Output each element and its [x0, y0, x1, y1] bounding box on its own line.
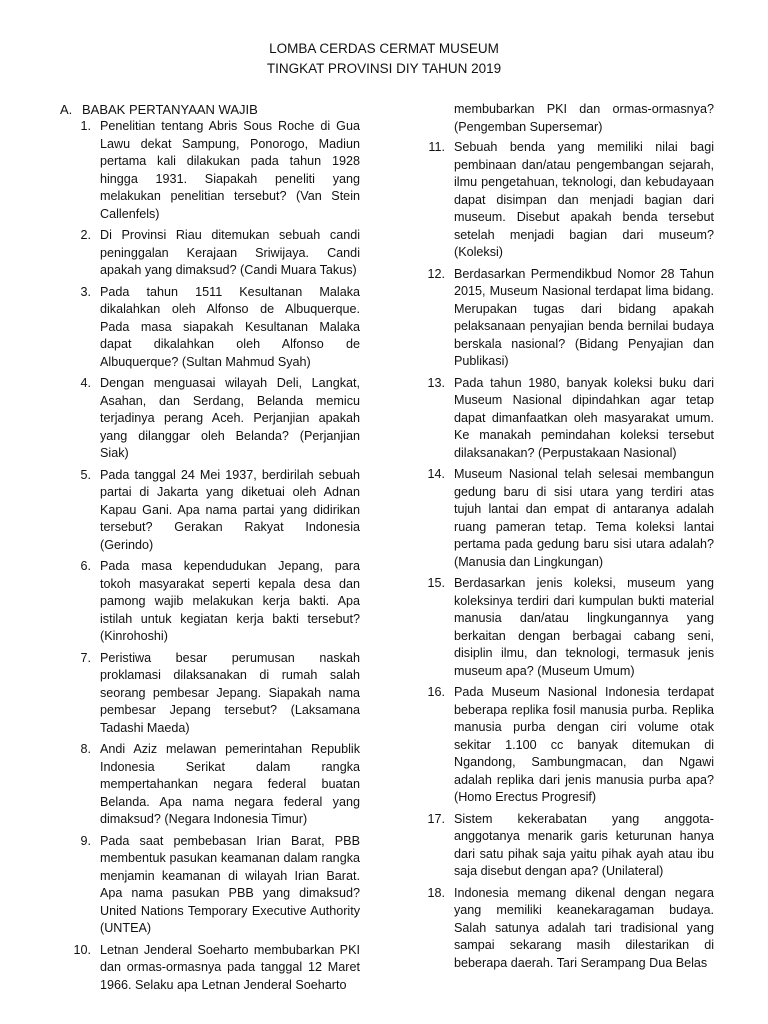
question-text: Dengan menguasai wilayah Deli, Langkat, Asahan, dan Serdang, Belanda memicu terjadinya perang Aceh. Perjanjian apakah yang dilanggar oleh Belanda? (Perjanjian Siak) — [100, 376, 360, 460]
question-text: Pada saat pembebasan Irian Barat, PBB membentuk pasukan keamanan dalam rangka menjamin keamanan di wilayah Irian Barat. Apa nama pasukan PBB yang dimaksud? United Nations Temporary Executive Authority (UNTEA) — [100, 833, 360, 935]
question-text: Di Provinsi Riau ditemukan sebuah candi peninggalan Kerajaan Sriwijaya. Candi apakah yang dimaksud? (Candi Muara Takus) — [100, 228, 360, 277]
question-text: Berdasarkan Permendikbud Nomor 28 Tahun 2015, Museum Nasional terdapat lima bidang. Merupakan tugas dari bidang apakah pelaksanaan penyajian benda bernilai budaya berskala nasional? (Bidang Penyajian dan Publikasi) — [454, 266, 714, 368]
question-item — [60, 375, 360, 463]
question-number: 16. — [427, 685, 445, 699]
question-text: Pada tanggal 24 Mei 1937, berdirilah sebuah partai di Jakarta yang diketuai oleh Adnan Kapau Gani. Apa nama partai yang didirikan tersebut? Gerakan Rakyat Indonesia (Gerindo) — [100, 467, 360, 552]
question-item — [60, 650, 360, 738]
question-number: 6. — [80, 559, 91, 573]
question-number: 3. — [80, 284, 91, 299]
question-number: 5. — [80, 467, 91, 482]
question-number: 8. — [80, 742, 91, 756]
question-text: Letnan Jenderal Soeharto membubarkan PKI dan ormas-ormasnya pada tanggal 12 Maret 1966. Selaku apa Letnan Jenderal Soeharto — [100, 942, 360, 992]
question-item — [414, 466, 714, 571]
question-number: 15. — [427, 576, 445, 590]
question-number: 13. — [427, 375, 445, 390]
question-item — [60, 467, 360, 555]
question-number: 9. — [80, 833, 91, 848]
question-text: Peristiwa besar perumusan naskah proklamasi dilaksanakan di rumah salah seorang pembesar Jepang. Siapakah nama pembesar Jepang tersebut? (Laksamana Tadashi Maeda) — [100, 650, 360, 735]
section-letter: A. — [60, 102, 73, 117]
question-text: Andi Aziz melawan pemerintahan Republik Indonesia Serikat dalam rangka mempertahankan negara federal buatan Belanda. Apa nama negara federal yang dimaksud? (Negara Indonesia Timur) — [100, 742, 360, 826]
question-number: 14. — [427, 467, 445, 481]
question-text: Sebuah benda yang memiliki nilai bagi pembinaan dan/atau pengembangan sejarah, ilmu pengetahuan, teknologi, dan kebudayaan dapat disimpan dan menjadi bagian dari museum. Disebut apakah benda tersebut setelah menjadi bagian dari museum? (Koleksi) — [454, 140, 714, 259]
question-number: 4. — [80, 376, 91, 390]
question-number: 2. — [80, 228, 91, 242]
question-number: 18. — [427, 885, 445, 900]
question-text: Penelitian tentang Abris Sous Roche di Gua Lawu dekat Sampung, Ponorogo, Madiun pertama kali dilakukan pada tahun 1928 hingga 1931. Siapakah peneliti yang melakukan penelitian tersebut? (Van Stein Callenfels) — [100, 119, 360, 221]
question-item — [60, 284, 360, 372]
section-heading — [60, 101, 258, 118]
question-text: Pada tahun 1511 Kesultanan Malaka dikalahkan oleh Alfonso de Albuquerque. Pada masa siapakah Kesultanan Malaka dapat dikalahkan oleh Alfonso de Albuquerque? (Sultan Mahmud Syah) — [100, 284, 360, 369]
question-number: 10. — [73, 942, 91, 957]
question-number: 1. — [80, 119, 91, 133]
question-text: Indonesia memang dikenal dengan negara yang memiliki keanekaragaman budaya. Salah satunya adalah tari tradisional yang sampai sekarang masih dilestarikan di beberapa daerah. Tari Serampang Dua Belas — [454, 885, 714, 970]
question-text: Pada tahun 1980, banyak koleksi buku dari Museum Nasional dipindahkan agar tetap dapat dimanfaatkan oleh masyarakat umum. Ke manakah pemindahan koleksi tersebut dilaksanakan? (Perpustakaan Nasional) — [454, 375, 714, 460]
question-text: Pada Museum Nasional Indonesia terdapat beberapa replika fosil manusia purba. Replika manusia purba dengan ciri volume otak sekitar 1.100 cc banyak ditemukan di Ngandong, Sambungmacan, dan Ngawi adalah replika dari jenis manusia purba apa? (Homo Erectus Progresif) — [454, 685, 714, 804]
document-header — [0, 39, 768, 79]
question-item — [414, 885, 714, 973]
question-item — [414, 811, 714, 881]
question-number: 17. — [427, 811, 445, 826]
question-item — [414, 266, 714, 371]
question-text: Sistem kekerabatan yang anggota-anggotanya menarik garis keturunan hanya dari satu pihak saja yaitu pihak ayah atau ibu saja disebut dengan apa? (Unilateral) — [454, 811, 714, 878]
question-item — [60, 558, 360, 646]
question-item — [414, 375, 714, 463]
question-number: 7. — [80, 650, 91, 665]
question-number: 11. — [428, 140, 445, 154]
question-number: 12. — [427, 266, 445, 281]
question-text: Berdasarkan jenis koleksi, museum yang koleksinya terdiri dari kumpulan bukti material manusia dan/atau lingkungannya yang berkaitan dengan berbagai cabang seni, disiplin ilmu, dan teknologi, termasuk jenis museum apa? (Museum Umum) — [454, 576, 714, 678]
document-subtitle: TINGKAT PROVINSI DIY TAHUN 2019 — [266, 61, 502, 76]
question-item — [60, 833, 360, 938]
left-column — [60, 118, 360, 998]
question-item — [414, 139, 714, 262]
question-item — [414, 575, 714, 680]
question-item — [60, 741, 360, 829]
question-item — [414, 684, 714, 807]
document-title: LOMBA CERDAS CERMAT MUSEUM — [269, 41, 499, 56]
question-text: Pada masa kependudukan Jepang, para tokoh masyarakat seperti kepala desa dan pamong wajib melakukan kerja bakti. Apa istilah untuk kegiatan kerja bakti tersebut? (Kinrohoshi) — [100, 559, 360, 643]
question-continuation: membubarkan PKI dan ormas-ormasnya? (Pengemban Supersemar) — [454, 102, 714, 134]
right-column — [414, 101, 714, 976]
question-item — [60, 118, 360, 223]
question-item — [60, 942, 360, 995]
question-item — [60, 227, 360, 280]
question-text: Museum Nasional telah selesai membangun gedung baru di sisi utara yang terdiri atas tujuh lantai dan empat di antaranya adalah ruang pameran tetap. Tema koleksi lantai pertama pada gedung baru sisi utara adalah? (Manusia dan Lingkungan) — [454, 467, 714, 569]
section-title: BABAK PERTANYAAN WAJIB — [82, 102, 258, 117]
